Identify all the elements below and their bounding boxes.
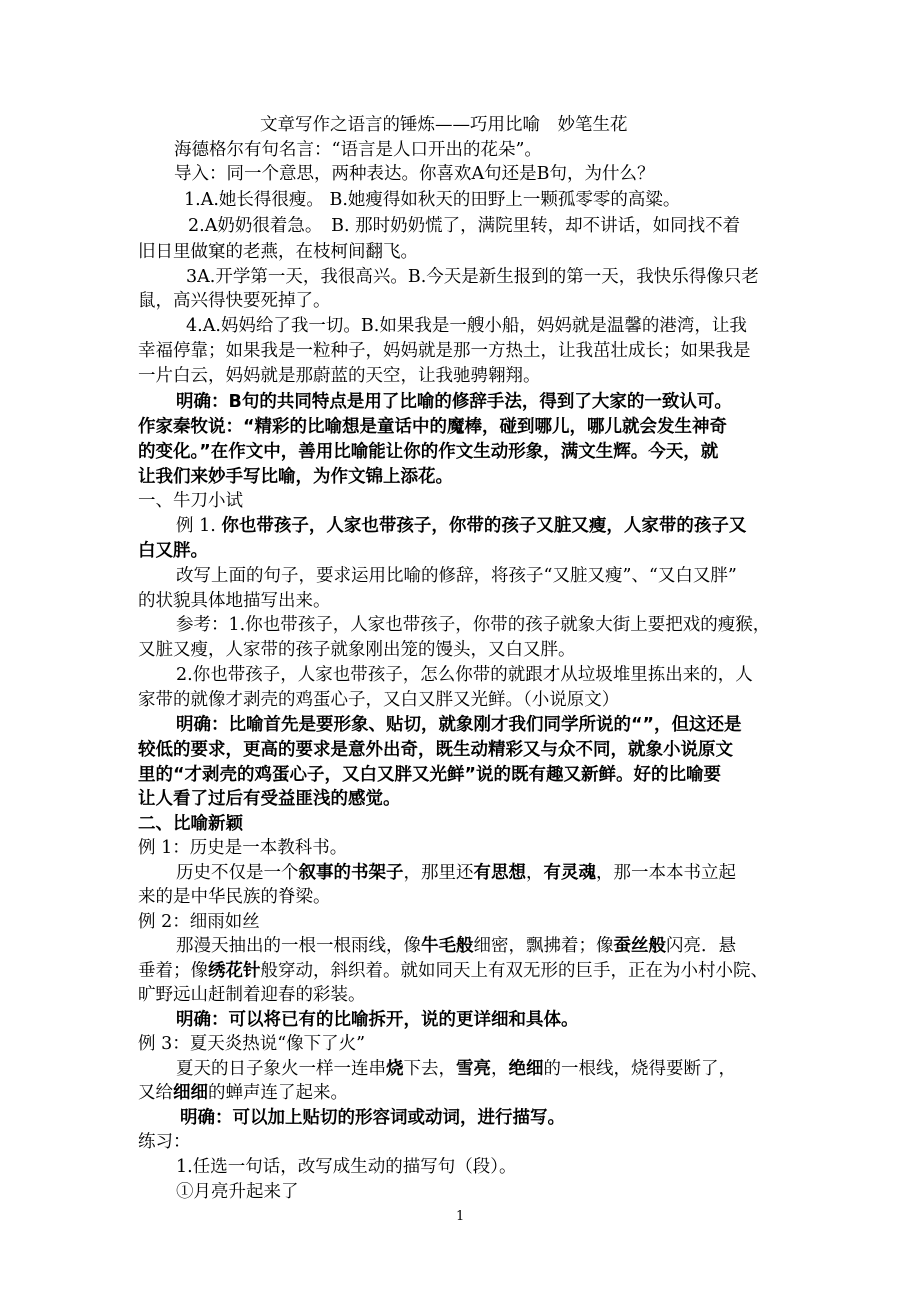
text-run: 下去， (403, 1059, 456, 1079)
text-run: 细密，飘拂着；像 (473, 936, 614, 956)
text-line (138, 738, 733, 762)
text-line (176, 663, 753, 687)
bold-text-run: 细细 (173, 1083, 208, 1103)
bold-text-run: 的变化。”在作文中，善用比喻能让你的作文生动形象，满文生辉。今天，就 (138, 442, 719, 462)
text-line (138, 589, 331, 613)
text-run: 2.你也带孩子，人家也带孩子，怎么你带的就跟才从垃圾堆里拣出来的，人 (176, 665, 753, 685)
text-run: ， (491, 1059, 509, 1079)
text-run: 一、牛刀小试 (138, 491, 243, 511)
text-run: 例 1：历史是一本教科书。 (138, 838, 348, 858)
text-line (138, 240, 418, 264)
text-line (176, 713, 742, 737)
text-run: 1.任选一句话，改写成生动的描写句（段）。 (176, 1157, 517, 1177)
text-line (176, 1057, 736, 1081)
text-run: 家带的就像才剥壳的鸡蛋心子，又白又胖又光鲜。（小说原文） (138, 690, 620, 710)
text-line (176, 861, 736, 885)
text-line (176, 613, 770, 637)
text-line (176, 564, 737, 588)
text-run: 又脏又瘦，人家带的孩子就象刚出笼的馒头，又白又胖。 (138, 640, 576, 660)
text-line (138, 688, 619, 712)
text-run: 例 2：细雨如丝 (138, 912, 260, 932)
text-line (138, 364, 541, 388)
text-run: 3A.开学第一天，我很高兴。B.今天是新生报到的第一天，我快乐得像只老 (186, 267, 759, 287)
bold-text-run: 二、比喻新颖 (138, 814, 243, 834)
text-run: 旧日里做窠的老燕，在枝柯间翻飞。 (138, 242, 418, 262)
text-run: 闪亮．悬 (666, 936, 736, 956)
text-line (138, 910, 260, 934)
text-run: 4.A.妈妈给了我一切。B.如果我是一艘小船，妈妈就是温馨的港湾，让我 (186, 316, 747, 336)
bold-text-run: 蚕丝般 (613, 936, 666, 956)
bold-text-run: 让人看了过后有受益匪浅的感觉。 (138, 789, 401, 809)
text-line (176, 1155, 516, 1179)
bold-text-run: 明确：可以加上贴切的形容词或动词，进行描写。 (180, 1108, 565, 1128)
text-run: 例 3：夏天炎热说“像下了火” (138, 1034, 366, 1054)
text-line (138, 983, 366, 1007)
text-run: 垂着；像 (138, 961, 208, 981)
text-line (138, 885, 331, 909)
bold-text-run: 烧 (386, 1059, 404, 1079)
text-line (186, 314, 747, 338)
text-run: 的状貌具体地描写出来。 (138, 591, 331, 611)
text-run: 历史不仅是一个 (176, 863, 299, 883)
text-run: 般穿动，斜织着。就如同天上有双无形的巨手，正在为小村小院、 (260, 961, 768, 981)
text-run: 导入：同一个意思，两种表达。你喜欢A句还是B句，为什么？ (174, 164, 655, 184)
text-run: 的一根线，烧得要断了， (543, 1059, 736, 1079)
text-line (138, 812, 243, 836)
text-line (174, 162, 655, 186)
text-line (138, 1081, 348, 1105)
text-run: 例 1. (176, 516, 222, 536)
bold-text-run: 明确：可以将已有的比喻拆开，说的更详细和具体。 (176, 1010, 579, 1030)
text-line (186, 265, 759, 289)
text-line (138, 539, 208, 563)
text-line (188, 214, 740, 238)
text-line (138, 415, 727, 439)
bold-text-run: 你也带孩子，人家也带孩子，你带的孩子又脏又瘦，人家带的孩子又 (221, 516, 747, 536)
text-run: 幸福停靠；如果我是一粒种子，妈妈就是那一方热土，让我茁壮成长；如果我是 (138, 341, 751, 361)
bold-text-run: 作家秦牧说：“精彩的比喻想是童话中的魔棒，碰到哪儿，哪儿就会发生神奇 (138, 417, 727, 437)
text-line (176, 390, 732, 414)
text-run: 2.A奶奶很着急。 B. 那时奶奶慌了，满院里转，却不讲话，如同找不着 (188, 216, 741, 236)
bold-text-run: 牛毛般 (421, 936, 474, 956)
text-line (174, 138, 542, 162)
text-line (138, 836, 347, 860)
text-run: 练习： (138, 1132, 191, 1152)
text-line (180, 1106, 565, 1130)
text-run: 夏天的日子象火一样一连串 (176, 1059, 386, 1079)
bold-text-run: 叙事的书架子 (298, 863, 404, 883)
text-run: 那漫天抽出的一根一根雨线，像 (176, 936, 421, 956)
text-line (138, 1032, 365, 1056)
text-run: 旷野远山赶制着迎春的彩装。 (138, 985, 366, 1005)
text-line (184, 188, 680, 212)
text-run: ， (526, 863, 544, 883)
text-line (176, 1008, 579, 1032)
bold-text-run: 有思想 (473, 863, 526, 883)
text-line (138, 489, 243, 513)
text-line (138, 1130, 191, 1154)
bold-text-run: 绣花针 (208, 961, 261, 981)
text-line (176, 514, 746, 538)
text-run: ，那里还 (403, 863, 474, 883)
text-run: 改写上面的句子，要求运用比喻的修辞，将孩子“又脏又瘦”、“又白又胖” (176, 566, 737, 586)
page-number: 1 (456, 1209, 465, 1224)
document-title: 文章写作之语言的锤炼——巧用比喻 妙笔生花 (260, 115, 628, 135)
text-line (138, 787, 401, 811)
text-run: 1.A.她长得很瘦。 B.她瘦得如秋天的田野上一颗孤零零的高粱。 (184, 190, 681, 210)
text-run: ，那一本本书立起 (596, 863, 736, 883)
text-run: 鼠，高兴得快要死掉了。 (138, 291, 331, 311)
text-line (176, 934, 736, 958)
text-run: 海德格尔有句名言：“语言是人口开出的花朵”。 (174, 140, 542, 160)
bold-text-run: 明确：比喻首先是要形象、贴切，就象刚才我们同学所说的“”，但这还是 (176, 715, 742, 735)
text-line (138, 465, 453, 489)
text-line (138, 440, 718, 464)
text-run: 参考：1.你也带孩子，人家也带孩子，你带的孩子就象大街上要把戏的瘦猴， (176, 615, 771, 635)
bold-text-run: 明确：B句的共同特点是用了比喻的修辞手法，得到了大家的一致认可。 (176, 392, 732, 412)
text-line (138, 289, 331, 313)
text-line (138, 959, 768, 983)
bold-text-run: 绝细 (508, 1059, 544, 1079)
text-line (176, 1180, 299, 1204)
text-run: ①月亮升起来了 (176, 1182, 299, 1202)
text-run: 一片白云，妈妈就是那蔚蓝的天空，让我驰骋翱翔。 (138, 366, 541, 386)
bold-text-run: 白又胖。 (138, 541, 208, 561)
text-line (138, 763, 721, 787)
text-line (138, 339, 751, 363)
bold-text-run: 让我们来妙手写比喻，为作文锦上添花。 (138, 467, 453, 487)
text-run: 又给 (138, 1083, 173, 1103)
bold-text-run: 里的“才剥壳的鸡蛋心子，又白又胖又光鲜”说的既有趣又新鲜。好的比喻要 (138, 765, 722, 785)
bold-text-run: 雪亮 (456, 1059, 491, 1079)
text-run: 的蝉声连了起来。 (208, 1083, 348, 1103)
bold-text-run: 有灵魂 (543, 863, 596, 883)
bold-text-run: 较低的要求，更高的要求是意外出奇，既生动精彩又与众不同，就象小说原文 (138, 740, 733, 760)
text-line (138, 638, 576, 662)
text-run: 来的是中华民族的脊梁。 (138, 887, 331, 907)
